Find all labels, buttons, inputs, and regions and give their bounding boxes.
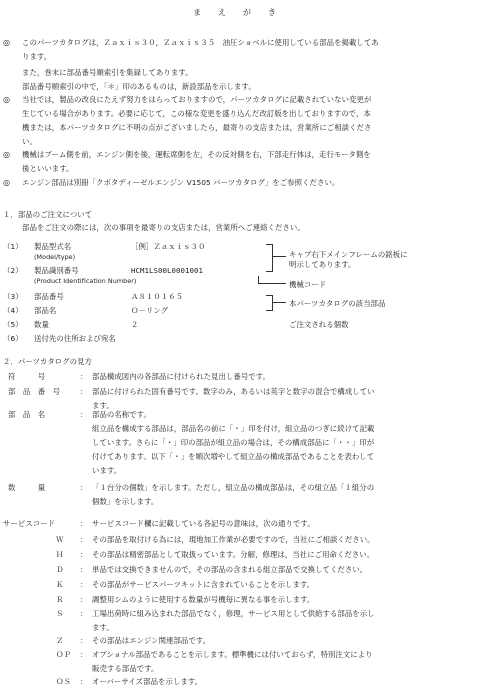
order-item-label: 部品名 bbox=[34, 306, 57, 315]
bracket-line bbox=[266, 244, 272, 245]
legend-colon: ： bbox=[80, 483, 88, 492]
order-item-value: HCM1LS00L0001001 bbox=[131, 266, 203, 275]
legend-colon: ： bbox=[80, 677, 88, 686]
legend-colon: ： bbox=[80, 550, 88, 559]
intro-paragraph-line: い。 bbox=[22, 137, 37, 146]
bullet-mark: ◎ bbox=[3, 95, 10, 104]
order-item-value: Ａ８１０１６５ bbox=[131, 292, 184, 301]
intro-paragraph-line: 部品番号順索引の中で，「＊」印のあるものは，新設部品を示します。 bbox=[22, 82, 256, 91]
bracket-line bbox=[258, 276, 259, 284]
legend-description: 部品の名称です。 bbox=[92, 410, 151, 419]
bullet-mark: ◎ bbox=[3, 38, 10, 47]
service-code: Ｄ bbox=[56, 565, 64, 574]
legend-colon: ： bbox=[80, 580, 88, 589]
order-item-label: 送付先の住所および宛名 bbox=[34, 334, 116, 343]
intro-paragraph-line: 当社では，製品の改良にたえず努力をはらっておりますので，パーツカタログに記載されていない変更が bbox=[22, 95, 372, 104]
order-item-number: （2） bbox=[3, 266, 23, 275]
service-code-term: サービスコード bbox=[3, 519, 56, 528]
service-code: ＯＰ bbox=[56, 650, 71, 659]
quantity-note: ご注文される個数 bbox=[289, 320, 349, 329]
legend-colon: ： bbox=[80, 410, 88, 419]
service-code: Ｈ bbox=[56, 550, 64, 559]
intro-paragraph-line: このパーツカタログは，Ｚａｘｉｓ３０，Ｚａｘｉｓ３５ 油圧ショベルに使用している部品を掲載してあ bbox=[22, 38, 379, 47]
service-code-description: 単品では交換できませんので，その部品の含まれる組立部品で交換してください。 bbox=[92, 565, 368, 574]
legend-description: 部品に付けられた固有番号です。数字のみ，あるいは英字と数字の混合で構成してい bbox=[92, 387, 375, 396]
machine-code-note: 機械コード bbox=[289, 280, 327, 289]
bracket-line bbox=[272, 256, 286, 257]
legend-term: 部 品 番 号 bbox=[8, 387, 61, 396]
legend-term: 部 品 名 bbox=[8, 410, 46, 419]
service-code: Ｓ bbox=[56, 609, 64, 618]
legend-colon: ： bbox=[80, 535, 88, 544]
service-code-description: ます。 bbox=[92, 623, 114, 632]
intro-paragraph-line: 機または，本パーツカタログに不明の点がございましたら，最寄りの支店または，営業所にご相談くださ bbox=[22, 123, 372, 132]
service-code: Ｋ bbox=[56, 580, 64, 589]
legend-description: ます。 bbox=[92, 401, 114, 410]
legend-colon: ： bbox=[80, 650, 88, 659]
order-item-number: （6） bbox=[3, 334, 23, 343]
intro-paragraph-line: 機械はブーム側を前，エンジン側を後，運転席側を左，その反対側を右，下部走行体は，走行モータ側を bbox=[22, 150, 371, 159]
service-code-description: オプショナル部品であることを示します。標準機には付いておらず，特別注文により bbox=[92, 650, 373, 659]
legend-colon: ： bbox=[80, 519, 88, 528]
legend-colon: ： bbox=[80, 372, 88, 381]
service-code: Ｗ bbox=[56, 535, 64, 544]
section1-intro: 部品をご注文の際には，次の事項を最寄りの支店または，営業所へご連絡ください。 bbox=[22, 223, 305, 232]
service-code-description: 調整用シムのように使用する数量が号機毎に異なる事を示します。 bbox=[92, 595, 315, 604]
bracket-line bbox=[266, 271, 272, 272]
service-code-description: オーバーサイズ部品を示します。 bbox=[92, 677, 203, 686]
order-item-value: ［例］Ｚａｘｉｓ３０ bbox=[131, 242, 206, 251]
bracket-line bbox=[266, 310, 272, 311]
service-code-description: 販売する部品です。 bbox=[92, 664, 159, 673]
service-code: ＯＳ bbox=[56, 677, 71, 686]
order-item-number: （1） bbox=[3, 242, 23, 251]
service-code-description: その部品がサービスパーツキットに含まれていることを示します。 bbox=[92, 580, 315, 589]
section1-heading: １．部品のご注文について bbox=[3, 210, 93, 219]
catalog-part-note: 本パーツカタログの該当部品 bbox=[289, 299, 386, 308]
service-code-description: その部品を取付ける為には，現地加工作業が必要ですので，当社にご相談ください。 bbox=[92, 535, 375, 544]
service-code: Ｒ bbox=[56, 595, 64, 604]
order-item-label: 製品型式名 bbox=[34, 242, 72, 251]
legend-colon: ： bbox=[80, 387, 88, 396]
section2-heading: ２．パーツカタログの見方 bbox=[3, 357, 92, 366]
legend-term: 符 号 bbox=[8, 372, 46, 381]
legend-term: 数 量 bbox=[8, 483, 46, 492]
order-item-value: ２ bbox=[131, 320, 139, 329]
intro-paragraph-line: 生じている場合があります。必要に応じて，この様な変更を盛り込んだ改訂版を出しておりますので，本 bbox=[22, 109, 371, 118]
intro-paragraph-line: エンジン部品は別冊「クボタディーゼルエンジン V1505 パーツカタログ」をご参照ください。 bbox=[22, 178, 340, 187]
legend-colon: ： bbox=[80, 636, 88, 645]
legend-description: 「１台分の個数」を示します。ただし，組立品の構成部品は，その組立品「１組分の bbox=[92, 483, 375, 492]
legend-description: 個数」を示します。 bbox=[92, 497, 159, 506]
service-code-intro: サービスコード欄に記載している各記号の意味は，次の通りです。 bbox=[92, 519, 315, 528]
legend-colon: ： bbox=[80, 565, 88, 574]
legend-colon: ： bbox=[80, 609, 88, 618]
service-code-description: 工場出荷時に組み込まれた部品でなく，修理，サービス用として供給する部品を示し bbox=[92, 609, 375, 618]
plate-note: 明示してあります。 bbox=[289, 260, 356, 269]
order-item-label: 数量 bbox=[34, 320, 49, 329]
legend-description: 付けてあります。以下「・」を順次増やして組立品の構成部品であることを表わして bbox=[92, 452, 375, 461]
order-item-sublabel: (Product Identification Number) bbox=[34, 277, 137, 285]
order-item-number: （3） bbox=[3, 292, 23, 301]
service-code-description: その部品は精密部品として取扱っています。分解，修理は，当社にご用命ください。 bbox=[92, 550, 375, 559]
legend-description: しています。さらに「・」印の部品が組立品の場合は，その構成部品に「・・」印が bbox=[92, 438, 375, 447]
bullet-mark: ◎ bbox=[3, 150, 10, 159]
service-code-description: その部品はエンジン関連部品です。 bbox=[92, 636, 211, 645]
bracket-line bbox=[272, 302, 286, 303]
bracket-line bbox=[258, 283, 286, 284]
intro-paragraph-line: ります。 bbox=[22, 52, 52, 61]
bracket-line bbox=[272, 295, 273, 311]
order-item-sublabel: (Model/type) bbox=[34, 253, 76, 261]
order-item-number: （5） bbox=[3, 320, 23, 329]
legend-description: 組立品を構成する部品は，部品名の前に「・」印を付け，組立品のつぎに続けて記載 bbox=[92, 424, 375, 433]
service-code: Ｚ bbox=[56, 636, 64, 645]
intro-paragraph-line: 後といいます。 bbox=[22, 164, 74, 173]
plate-note: キャブ右下メインフレームの銘板に bbox=[289, 250, 408, 259]
bullet-mark: ◎ bbox=[3, 178, 10, 187]
legend-description: 部品構成図内の各部品に付けられた見出し番号です。 bbox=[92, 372, 270, 381]
order-item-label: 部品番号 bbox=[34, 292, 64, 301]
intro-paragraph-line: また，巻末に部品番号順索引を集録してあります。 bbox=[22, 68, 193, 77]
page-title: まえがき bbox=[193, 8, 293, 17]
bracket-line bbox=[266, 295, 272, 296]
legend-description: います。 bbox=[92, 466, 122, 475]
order-item-number: （4） bbox=[3, 306, 23, 315]
order-item-label: 製品識別番号 bbox=[34, 266, 79, 275]
bracket-line bbox=[272, 244, 273, 272]
legend-colon: ： bbox=[80, 595, 88, 604]
order-item-value: Ｏ－リング bbox=[131, 306, 169, 315]
